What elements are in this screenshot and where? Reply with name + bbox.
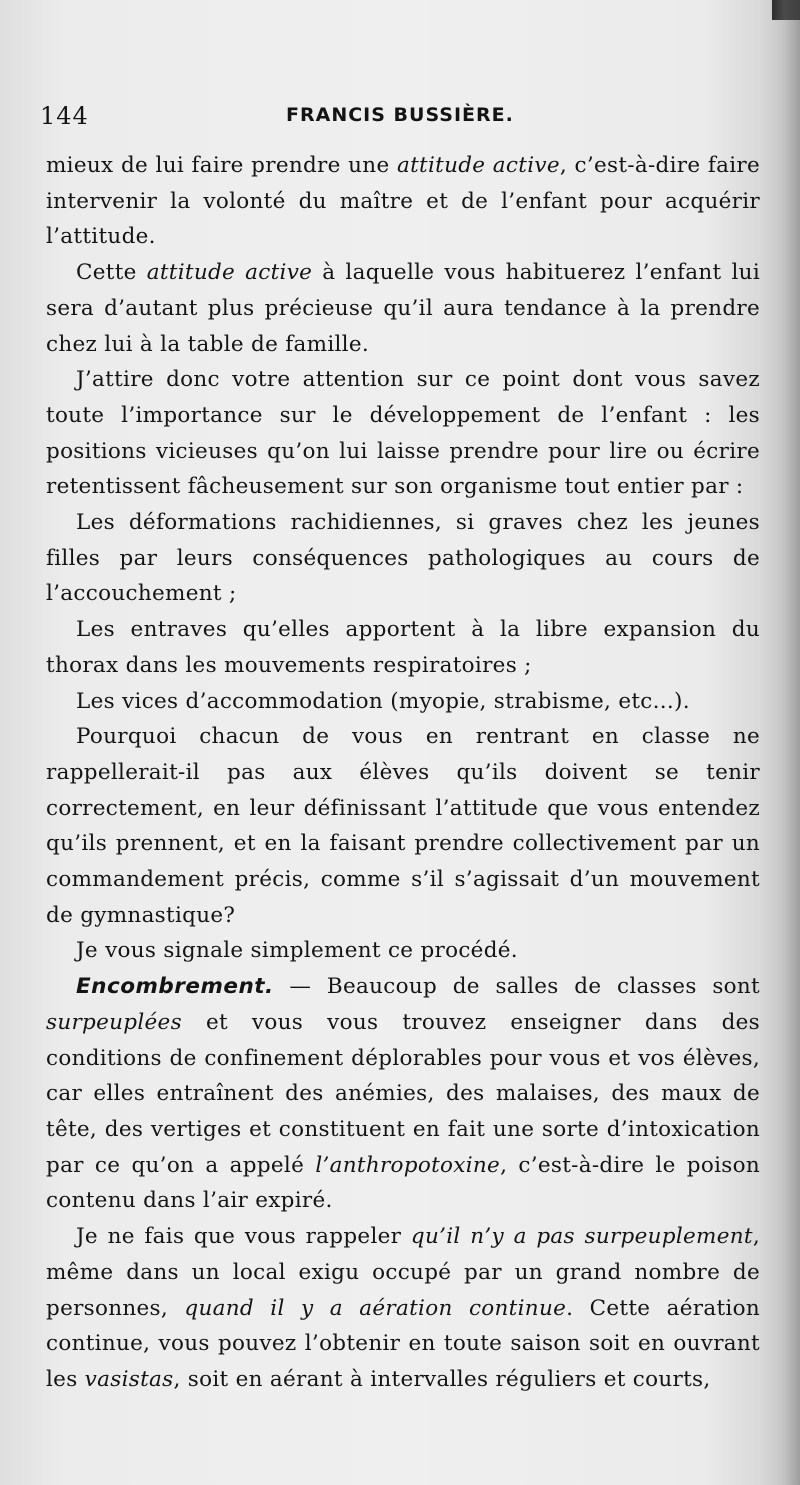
- page-number: 144: [40, 102, 89, 130]
- paragraph: Je vous signale simplement ce procédé.: [76, 938, 518, 964]
- paragraph: Les déformations rachidiennes, si graves chez les jeunes filles par leurs conséquences pathologiques au cours de l’accouchement ;: [46, 510, 760, 607]
- text-run: à laquelle vous habituerez l’enfant lui sera d’autant plus précieuse qu’il aura tendance à la prendre chez lui à la table de famille.: [46, 260, 760, 357]
- paragraph: Les entraves qu’elles apportent à la libre expansion du thorax dans les mouvements respiratoires ;: [46, 617, 760, 678]
- page-header: [40, 98, 760, 138]
- paragraph-continued: [46, 148, 760, 255]
- paragraph: [46, 255, 760, 362]
- text-run: mieux de lui faire prendre une: [46, 153, 397, 178]
- italic-run: l’anthropotoxine: [315, 1152, 501, 1178]
- paragraph: Pourquoi chacun de vous en rentrant en classe ne rappellerait-il pas aux élèves qu’ils doivent se tenir correctement, en leur définissant l’attitude que vous entendez qu’ils prennent, et en la faisant prendre collectivement par un commandement précis, comme s’il s’agissait d’un mouvement de gymnastique?: [46, 724, 760, 928]
- italic-run: attitude active: [396, 153, 560, 178]
- text-run: , c’est-à-dire faire intervenir la volonté du maître et de l’enfant pour acquérir l’attitude.: [46, 153, 760, 250]
- text-run: , soit en aérant à intervalles réguliers et courts,: [173, 1366, 711, 1392]
- italic-run: vasistas: [84, 1366, 174, 1392]
- paragraph: [46, 1219, 760, 1398]
- italic-run: attitude active: [146, 260, 313, 286]
- paragraph: J’attire donc votre attention sur ce point dont vous savez toute l’importance sur le développement de l’enfant : les positions vicieuses qu’on lui laisse prendre pour lire ou écrire retentissent fâcheusement sur son organisme tout entier par :: [46, 367, 760, 500]
- paragraph: Les vices d’accommodation (myopie, strabisme, etc...).: [76, 688, 690, 714]
- scan-corner-shadow: [772, 0, 800, 20]
- text-run: , même dans un local exigu occupé par un grand nombre de personnes,: [46, 1224, 760, 1321]
- section-heading: Encombrement.: [76, 974, 274, 1000]
- text-run: Cette: [76, 260, 147, 286]
- italic-run: quand il y a aération continue: [184, 1295, 567, 1321]
- paragraph-encombrement: [46, 969, 760, 1219]
- text-run: — Beaucoup de salles de classes sont: [273, 974, 760, 1000]
- italic-run: surpeuplées: [46, 1009, 182, 1035]
- text-run: et vous vous trouvez enseigner dans des conditions de confinement déplorables pour vous et vos élèves, car elles entraînent des anémies, des malaises, des maux de tête, des vertiges et constituent en fait une sorte d’intoxication par ce qu’on a appelé: [46, 1009, 760, 1178]
- italic-run: qu’il n’y a pas surpeuplement: [410, 1224, 753, 1250]
- page-edge-shading: [760, 0, 800, 1485]
- body-text: [46, 148, 760, 1398]
- running-head: FRANCIS BUSSIÈRE.: [286, 104, 514, 126]
- text-run: . Cette aération continue, vous pouvez l’obtenir en toute saison soit en ouvrant les: [46, 1295, 760, 1392]
- text-run: , c’est-à-dire le poison contenu dans l’air expiré.: [46, 1152, 760, 1214]
- text-run: Je ne fais que vous rappeler: [76, 1224, 411, 1250]
